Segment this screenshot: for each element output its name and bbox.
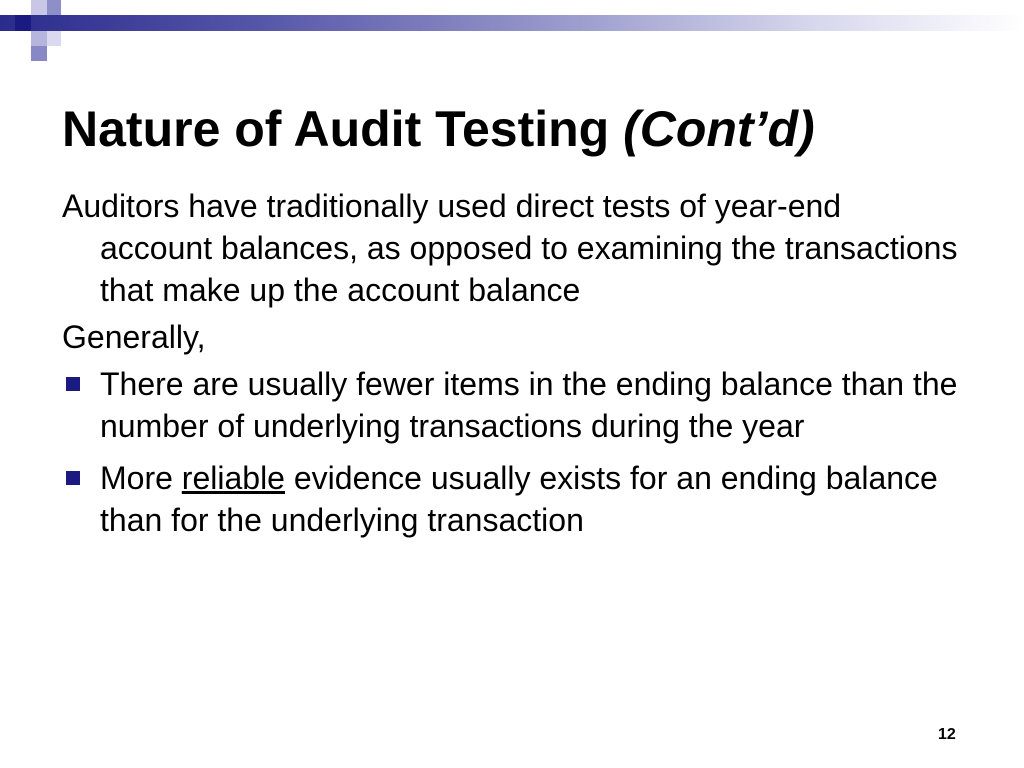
bullet-list — [62, 363, 962, 541]
decor-square — [15, 15, 31, 31]
slide-title — [62, 98, 815, 160]
page-number: 12 — [938, 726, 956, 743]
decor-square — [31, 31, 47, 46]
bullet-item-1-text: There are usually fewer items in the ending balance than the number of underlying transactions during the year — [100, 366, 958, 444]
decor-square — [47, 0, 61, 15]
bullet-item-2-text-end: evidence usually exists for an ending balance than for the underlying transaction — [100, 460, 938, 538]
slide-title-sub: (Cont’d) — [623, 101, 815, 157]
body-paragraph-2: Generally, — [62, 319, 206, 355]
square-bullet-icon — [66, 471, 80, 485]
slide-body — [62, 185, 962, 551]
decor-square — [47, 31, 61, 46]
bullet-item-1 — [62, 363, 962, 447]
header-gradient-bar — [0, 15, 1024, 31]
bullet-item-2-text-start: More — [100, 460, 182, 496]
bullet-item-2 — [62, 457, 962, 541]
slide-title-main: Nature of Audit Testing — [62, 101, 624, 157]
bullet-item-2-underlined-word: reliable — [181, 460, 285, 496]
decor-square — [31, 46, 47, 61]
decor-square — [31, 0, 47, 15]
body-paragraph-1: Auditors have traditionally used direct tests of year-end account balances, as opposed to examining the transactions that make up the account balance — [62, 188, 958, 308]
decor-square — [15, 31, 31, 46]
square-bullet-icon — [66, 377, 80, 391]
